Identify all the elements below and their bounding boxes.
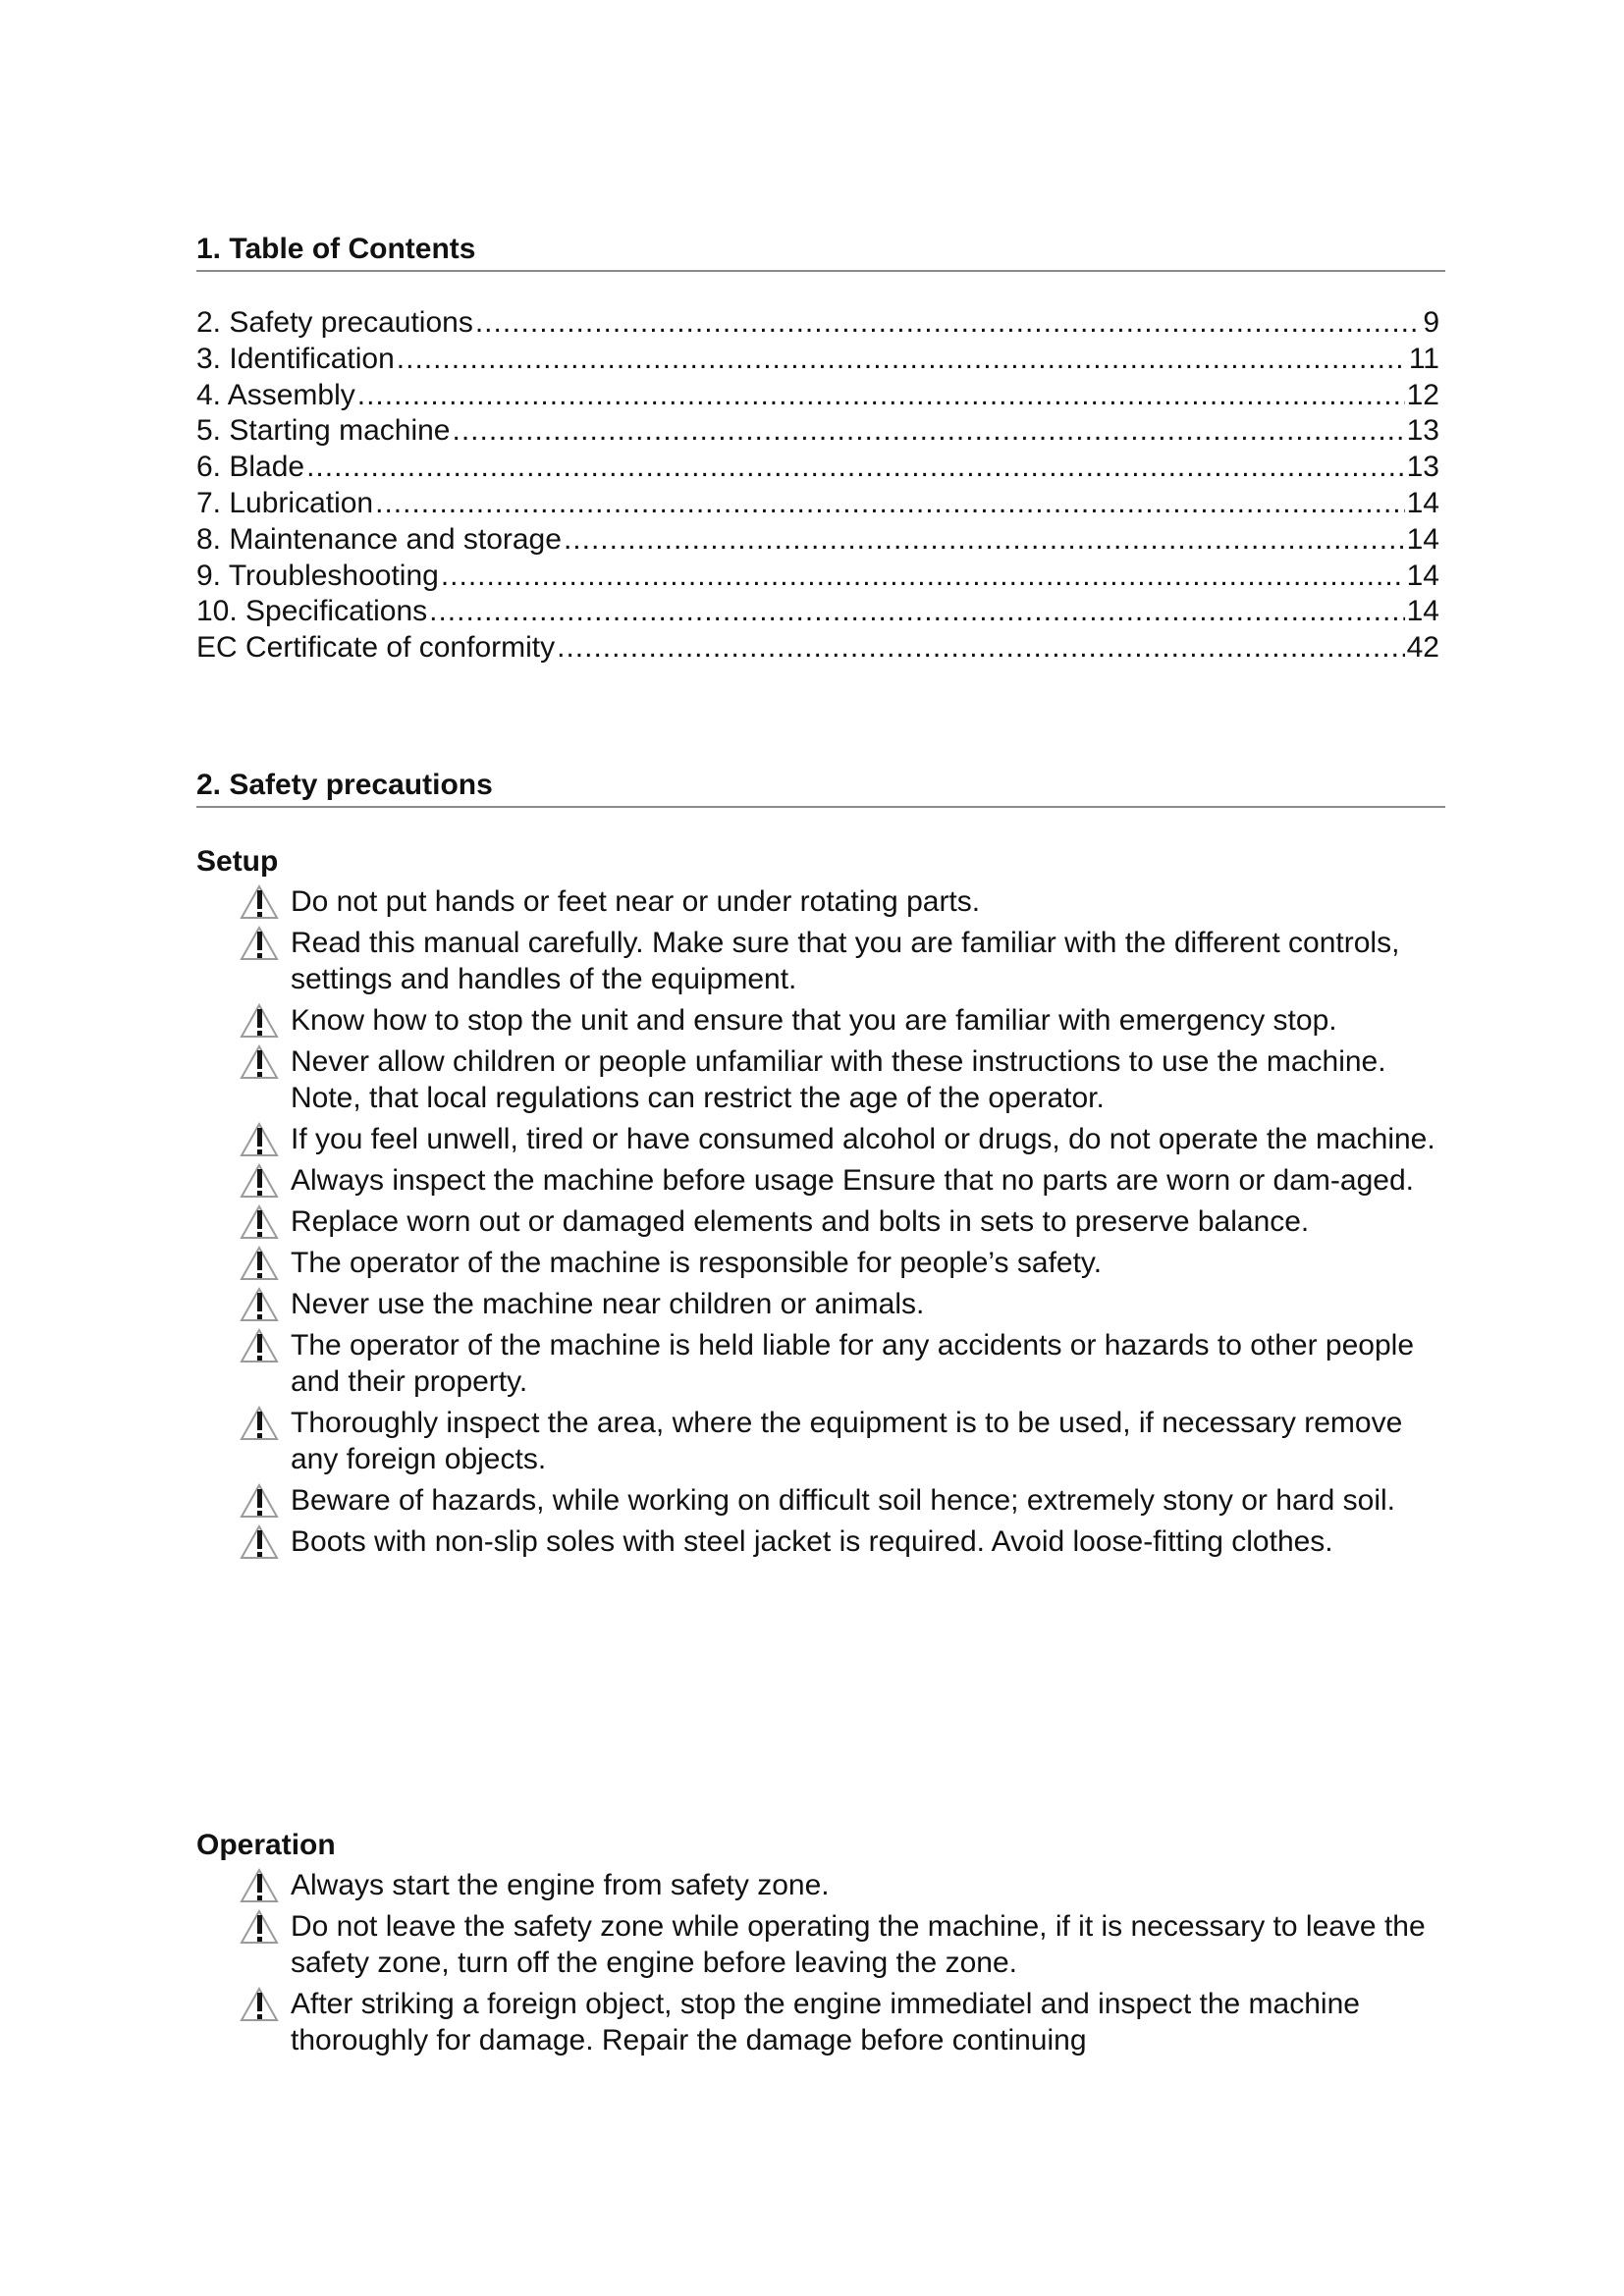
- precaution-item: [236, 1162, 1453, 1199]
- toc-entry-page: 11: [1408, 342, 1439, 375]
- precaution-text: Never use the machine near children or animals.: [291, 1288, 925, 1320]
- precaution-text: Do not leave the safety zone while operating the machine, if it is necessary to leave the safety zone, turn off the engine before leaving the zone.: [291, 1910, 1426, 1979]
- warning-triangle-icon: [240, 1524, 287, 1560]
- toc-dot-leader: [397, 342, 1407, 378]
- toc-dot-leader: [452, 413, 1404, 450]
- toc-entry-title: 10. Specifications: [196, 595, 428, 628]
- warning-triangle-icon: [240, 926, 287, 961]
- toc-entry-title: 8. Maintenance and storage: [196, 522, 562, 556]
- precaution-item: [236, 1405, 1453, 1477]
- toc-entry-title: EC Certificate of conformity: [196, 631, 556, 665]
- warning-triangle-icon: [240, 1328, 287, 1363]
- precaution-text: Know how to stop the unit and ensure that you are familiar with emergency stop.: [291, 1004, 1337, 1037]
- toc-dot-leader: [564, 522, 1405, 559]
- toc-heading: 1. Table of Contents: [196, 232, 1445, 272]
- toc-entry[interactable]: [196, 342, 1439, 378]
- toc-entry-title: 6. Blade: [196, 451, 305, 484]
- toc-dot-leader: [441, 559, 1405, 595]
- toc-dot-leader: [557, 630, 1405, 667]
- toc-entry-title: 3. Identification: [196, 342, 395, 375]
- precaution-item: [236, 1523, 1453, 1560]
- warning-triangle-icon: [240, 1122, 287, 1157]
- operation-precautions-list: [236, 1867, 1453, 2063]
- warning-triangle-icon: [240, 1003, 287, 1039]
- precaution-item: [236, 1203, 1453, 1240]
- precaution-item: [236, 1867, 1453, 1903]
- warning-triangle-icon: [240, 1868, 287, 1903]
- toc-dot-leader: [375, 486, 1405, 522]
- toc-entry-page: 14: [1406, 522, 1439, 556]
- warning-triangle-icon: [240, 1044, 287, 1080]
- toc-entry[interactable]: [196, 594, 1439, 630]
- precaution-item: [236, 1002, 1453, 1039]
- table-of-contents: [196, 305, 1439, 667]
- toc-entry-page: 9: [1423, 306, 1439, 339]
- setup-precautions-list: [236, 883, 1453, 1565]
- precaution-text: The operator of the machine is responsible for people’s safety.: [291, 1247, 1103, 1279]
- warning-triangle-icon: [240, 1287, 287, 1322]
- toc-dot-leader: [475, 305, 1421, 342]
- toc-entry-page: 13: [1406, 414, 1439, 448]
- toc-entry-title: 9. Troubleshooting: [196, 559, 439, 592]
- precaution-text: The operator of the machine is held liable for any accidents or hazards to other people and their property.: [291, 1329, 1415, 1398]
- toc-entry-title: 4. Assembly: [196, 378, 355, 411]
- warning-triangle-icon: [240, 1483, 287, 1519]
- warning-triangle-icon: [240, 1909, 287, 1945]
- toc-entry[interactable]: [196, 413, 1439, 450]
- precaution-item: [236, 1043, 1453, 1116]
- safety-heading: 2. Safety precautions: [196, 768, 1445, 808]
- precaution-text: Replace worn out or damaged elements and bolts in sets to preserve balance.: [291, 1205, 1310, 1238]
- warning-triangle-icon: [240, 1204, 287, 1240]
- precaution-text: Beware of hazards, while working on difficult soil hence; extremely stony or hard soil.: [291, 1484, 1395, 1517]
- precaution-item: [236, 1121, 1453, 1157]
- precaution-text: After striking a foreign object, stop the engine immediatel and inspect the machine thoroughly for damage. Repair the damage before continuing: [291, 1988, 1360, 2056]
- toc-entry-page: 13: [1406, 451, 1439, 484]
- precaution-item: [236, 925, 1453, 997]
- precaution-item: [236, 1327, 1453, 1400]
- precaution-text: Do not put hands or feet near or under rotating parts.: [291, 885, 981, 918]
- toc-entry-title: 7. Lubrication: [196, 486, 374, 519]
- precaution-text: Always inspect the machine before usage Ensure that no parts are worn or dam-aged.: [291, 1164, 1414, 1197]
- warning-triangle-icon: [240, 1987, 287, 2022]
- precaution-item: [236, 1286, 1453, 1322]
- precaution-text: If you feel unwell, tired or have consumed alcohol or drugs, do not operate the machine.: [291, 1123, 1435, 1155]
- toc-entry-title: 5. Starting machine: [196, 414, 451, 448]
- toc-entry-title: 2. Safety precautions: [196, 306, 473, 339]
- precaution-text: Always start the engine from safety zone.: [291, 1869, 830, 1901]
- toc-entry[interactable]: [196, 305, 1439, 342]
- toc-entry[interactable]: [196, 559, 1439, 595]
- toc-entry[interactable]: [196, 378, 1439, 414]
- operation-subheading: Operation: [196, 1829, 336, 1861]
- toc-dot-leader: [357, 378, 1405, 414]
- precaution-text: Never allow children or people unfamiliar with these instructions to use the machine. Note, that local regulations can restrict the age of the operator.: [291, 1045, 1386, 1114]
- toc-dot-leader: [306, 450, 1405, 486]
- toc-entry[interactable]: [196, 486, 1439, 522]
- toc-entry[interactable]: [196, 522, 1439, 559]
- precaution-item: [236, 1245, 1453, 1281]
- precaution-text: Read this manual carefully. Make sure that you are familiar with the different controls, settings and handles of the equipment.: [291, 927, 1400, 995]
- precaution-item: [236, 1986, 1453, 2058]
- warning-triangle-icon: [240, 884, 287, 920]
- precaution-text: Thoroughly inspect the area, where the equipment is to be used, if necessary remove any foreign objects.: [291, 1407, 1403, 1475]
- precaution-item: [236, 1482, 1453, 1519]
- toc-entry[interactable]: [196, 630, 1439, 667]
- toc-dot-leader: [429, 594, 1404, 630]
- precaution-text: Boots with non-slip soles with steel jacket is required. Avoid loose-fitting clothes.: [291, 1525, 1333, 1558]
- precaution-item: [236, 1908, 1453, 1981]
- toc-entry-page: 14: [1406, 486, 1439, 519]
- toc-entry[interactable]: [196, 450, 1439, 486]
- toc-entry-page: 42: [1406, 631, 1439, 665]
- toc-entry-page: 12: [1406, 378, 1439, 411]
- toc-entry-page: 14: [1406, 595, 1439, 628]
- precaution-item: [236, 883, 1453, 920]
- warning-triangle-icon: [240, 1406, 287, 1441]
- setup-subheading: Setup: [196, 845, 279, 878]
- warning-triangle-icon: [240, 1163, 287, 1199]
- toc-entry-page: 14: [1406, 559, 1439, 592]
- warning-triangle-icon: [240, 1246, 287, 1281]
